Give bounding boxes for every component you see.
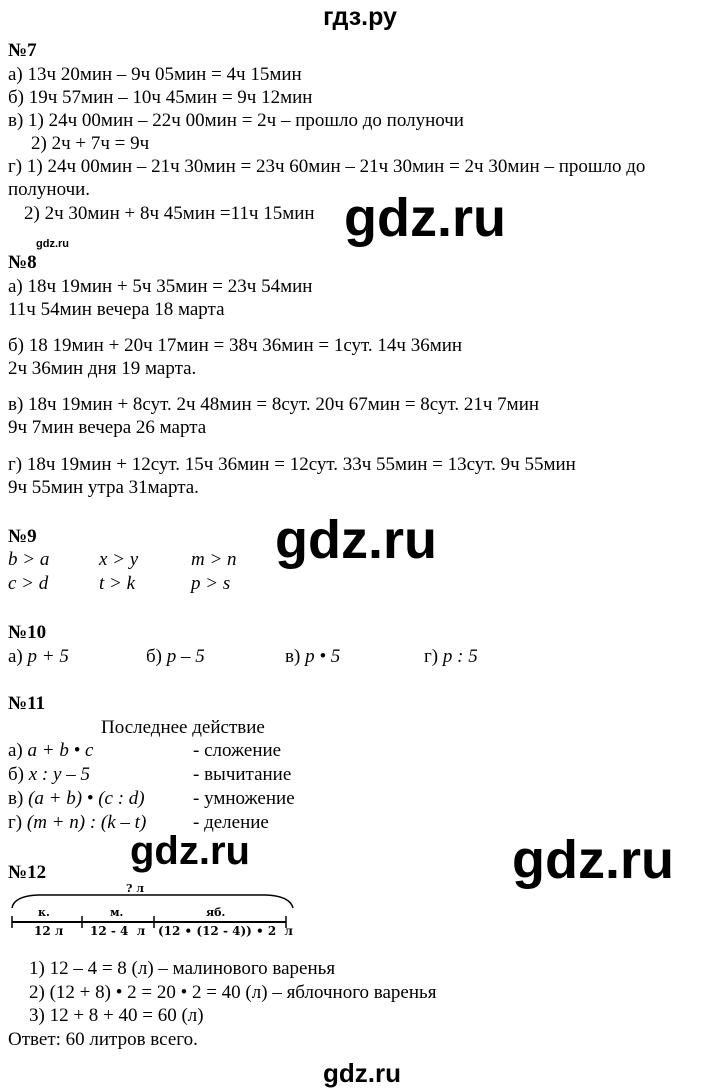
task-11-row <box>8 764 90 786</box>
item-label: в) <box>285 646 306 667</box>
item-label: а) <box>8 646 28 667</box>
task-8-title: №8 <box>8 252 37 273</box>
row-expr: a + b • c <box>27 740 94 761</box>
task-10-item <box>424 646 478 668</box>
task-10-title: №10 <box>8 622 47 643</box>
watermark-small: gdz.ru <box>36 238 69 250</box>
task-7-line-v1: в) 1) 24ч 00мин – 22ч 00мин = 2ч – прошло до полуночи <box>8 110 464 131</box>
task-7-line-g2: 2) 2ч 30мин + 8ч 45мин =11ч 15мин <box>24 203 315 224</box>
task-10-item <box>285 646 340 668</box>
task-11-row <box>8 788 145 810</box>
task-11-op: - вычитание <box>193 764 292 785</box>
task-8-line-g1: г) 18ч 19мин + 12сут. 15ч 36мин = 12сут. 33ч 55мин = 13сут. 9ч 55мин <box>8 454 576 475</box>
task-7-title: №7 <box>8 40 37 61</box>
row-label: б) <box>8 764 29 785</box>
total-brace <box>12 895 293 908</box>
task-9-title: №9 <box>8 526 37 547</box>
watermark: gdz.ru <box>275 510 437 570</box>
task-8-line-b2: 2ч 36мин дня 19 марта. <box>8 358 197 379</box>
scheme-total-label: ? л <box>126 882 145 895</box>
task-8-line-a2: 11ч 54мин вечера 18 марта <box>8 299 225 320</box>
task-8-line-g2: 9ч 55мин утра 31марта. <box>8 477 199 498</box>
row-expr: (a + b) • (c : d) <box>28 788 145 809</box>
scheme-val2: 12 - 4 л <box>90 924 146 938</box>
inequality: p > s <box>191 573 231 594</box>
inequality: x > y <box>99 549 139 570</box>
task-10-item <box>8 646 69 668</box>
row-label: в) <box>8 788 29 809</box>
scheme-seg3-label: яб. <box>206 906 226 919</box>
task-10-item <box>146 646 205 668</box>
task-11-op: - умножение <box>193 788 295 809</box>
task-12-step-2: 2) (12 + 8) • 2 = 20 • 2 = 40 (л) – яблочного варенья <box>29 982 437 1003</box>
task-11-op: - сложение <box>193 740 282 761</box>
task-8-line-v1: в) 18ч 19мин + 8сут. 2ч 48мин = 8сут. 20ч 67мин = 8сут. 21ч 7мин <box>8 394 540 415</box>
task-11-row <box>8 812 146 834</box>
row-label: г) <box>8 812 27 833</box>
inequality: t > k <box>99 573 136 594</box>
watermark: gdz.ru <box>323 1058 401 1088</box>
watermark: gdz.ru <box>512 830 674 890</box>
scheme-val3: (12 • (12 - 4)) • 2 л <box>158 924 294 938</box>
item-label: б) <box>146 646 167 667</box>
task-8-line-b1: б) 18 19мин + 20ч 17мин = 38ч 36мин = 1сут. 14ч 36мин <box>8 335 463 356</box>
task-7-line-a: а) 13ч 20мин – 9ч 05мин = 4ч 15мин <box>8 64 302 85</box>
inequality: m > n <box>191 549 237 570</box>
task-11-op: - деление <box>193 812 269 833</box>
row-expr: (m + n) : (k – t) <box>26 812 147 833</box>
watermark: gdz.ru <box>344 188 506 248</box>
segment-scheme <box>8 882 298 942</box>
task-12-step-3: 3) 12 + 8 + 40 = 60 (л) <box>29 1005 204 1026</box>
item-expr: p : 5 <box>442 646 478 667</box>
task-8-line-a1: а) 18ч 19мин + 5ч 35мин = 23ч 54мин <box>8 276 313 297</box>
inequality: b > a <box>8 549 50 570</box>
scheme-seg2-label: м. <box>110 906 124 919</box>
task-11-title: №11 <box>8 693 46 714</box>
item-expr: p • 5 <box>305 646 341 667</box>
task-11-row <box>8 740 93 762</box>
scheme-val1: 12 л <box>34 924 64 938</box>
item-expr: p – 5 <box>166 646 205 667</box>
site-header: гдз.ру <box>323 3 397 31</box>
task-12-answer: Ответ: 60 литров всего. <box>8 1029 198 1050</box>
task-7-line-v2: 2) 2ч + 7ч = 9ч <box>31 133 150 154</box>
row-expr: x : y – 5 <box>28 764 90 785</box>
task-7-line-g1b: полуночи. <box>8 179 91 200</box>
item-label: г) <box>424 646 443 667</box>
task-7-line-g1: г) 1) 24ч 00мин – 21ч 30мин = 23ч 60мин – 21ч 30мин = 2ч 30мин – прошло до <box>8 156 646 177</box>
task-8-line-v2: 9ч 7мин вечера 26 марта <box>8 417 207 438</box>
task-12-step-1: 1) 12 – 4 = 8 (л) – малинового варенья <box>29 958 336 979</box>
inequality: c > d <box>8 573 49 594</box>
watermark: gdz.ru <box>130 829 250 873</box>
row-label: а) <box>8 740 28 761</box>
item-expr: p + 5 <box>27 646 69 667</box>
task-12-title: №12 <box>8 862 47 883</box>
task-7-line-b: б) 19ч 57мин – 10ч 45мин = 9ч 12мин <box>8 87 313 108</box>
scheme-seg1-label: к. <box>38 906 50 919</box>
task-11-subtitle: Последнее действие <box>101 717 265 738</box>
